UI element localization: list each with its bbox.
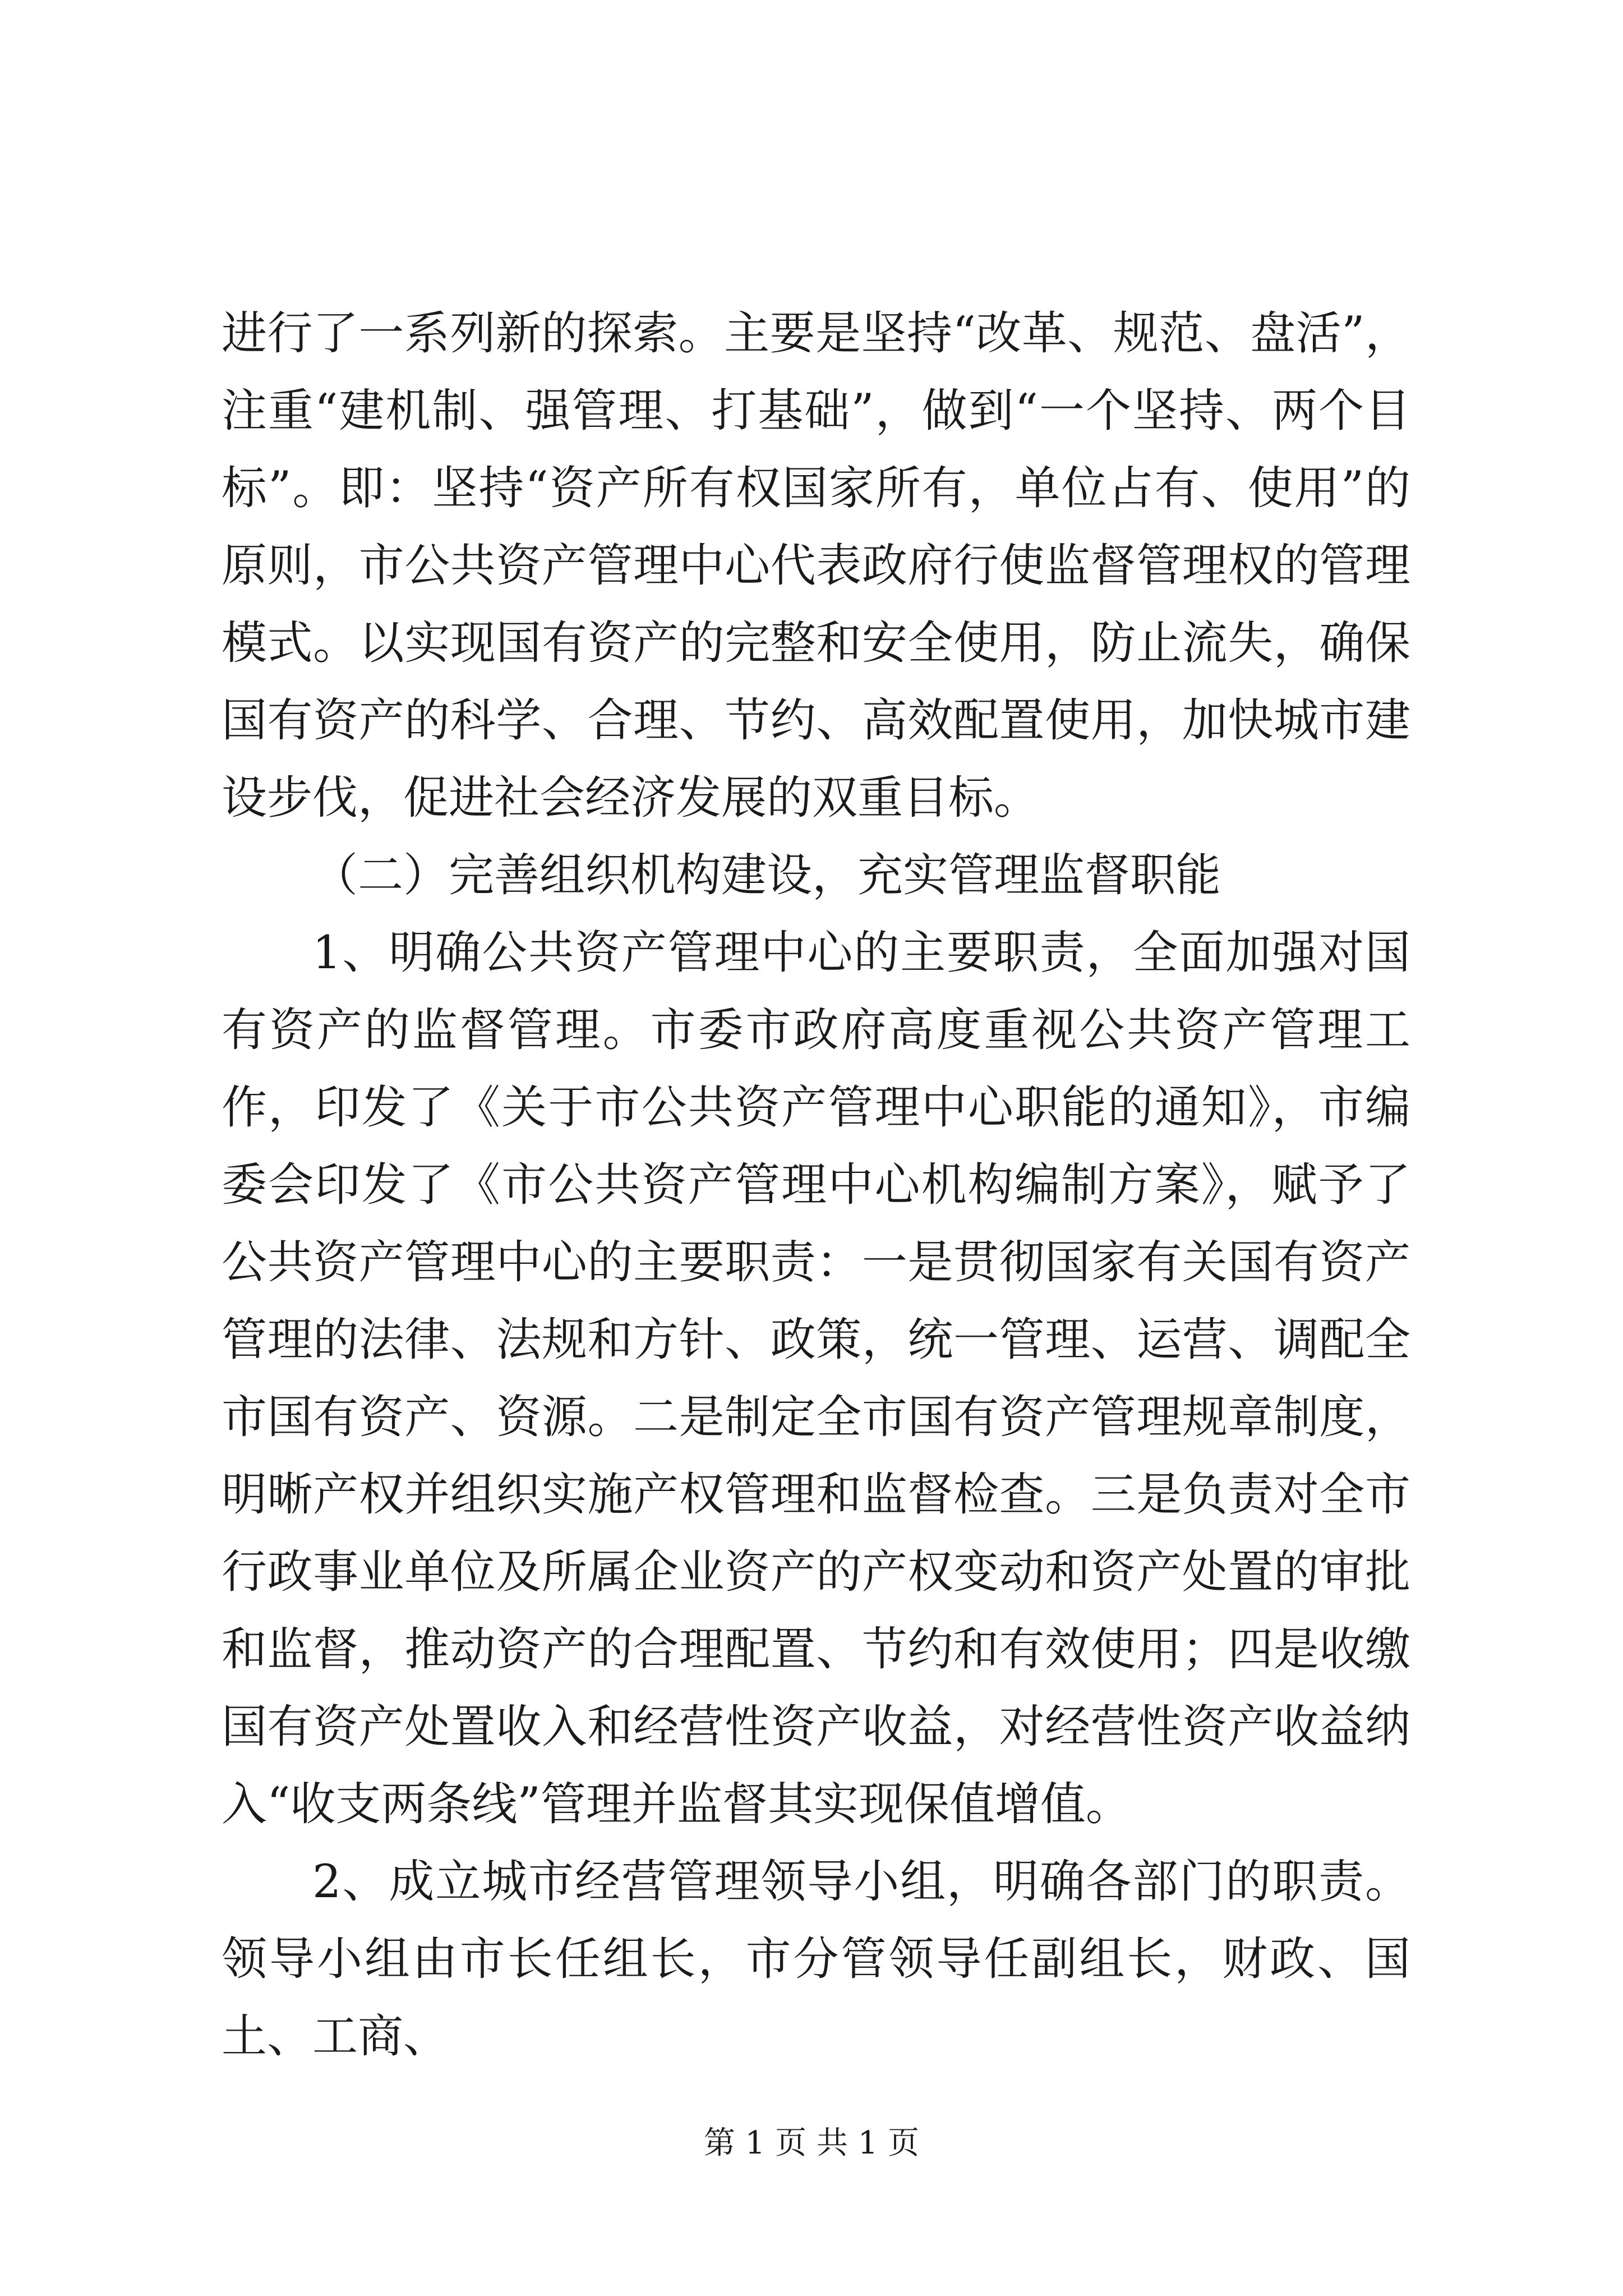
paragraph-item-1: 1、明确公共资产管理中心的主要职责，全面加强对国有资产的监督管理。市委市政府高度重视公共资产管理工作，印发了《关于市公共资产管理中心职能的通知》，市编委会印发了《市公共资产管理中心机构编制方案》，赋予了公共资产管理中心的主要职责：一是贯彻国家有关国有资产管理的法律、法规和方针、政策，统一管理、运营、调配全市国有资产、资源。二是制定全市国有资产管理规章制度，明晰产权并组织实施产权管理和监督检查。三是负责对全市行政事业单位及所属企业资产的产权变动和资产处置的审批和监督，推动资产的合理配置、节约和有效使用；四是收缴国有资产处置收入和经营性资产收益，对经营性资产收益纳入“收支两条线”管理并监督其实现保值增值。 [222, 927, 1410, 1831]
paragraph-item-2: 2、成立城市经营管理领导小组，明确各部门的职责。领导小组由市长任组长，市分管领导任副组长，财政、国土、工商、 [222, 1856, 1410, 2063]
section-heading: （二）完善组织机构建设，充实管理监督职能 [312, 849, 1221, 902]
document-body [222, 295, 1410, 2076]
page-number-footer: 第 1 页 共 1 页 [703, 2125, 920, 2161]
paragraph-continuation: 进行了一系列新的探索。主要是坚持“改革、规范、盘活”，注重“建机制、强管理、打基础”，做到“一个坚持、两个目标”。即：坚持“资产所有权国家所有，单位占有、使用”的原则，市公共资产管理中心代表政府行使监督管理权的管理模式。以实现国有资产的完整和安全使用，防止流失，确保国有资产的科学、合理、节约、高效配置使用，加快城市建设步伐，促进社会经济发展的双重目标。 [222, 307, 1410, 825]
